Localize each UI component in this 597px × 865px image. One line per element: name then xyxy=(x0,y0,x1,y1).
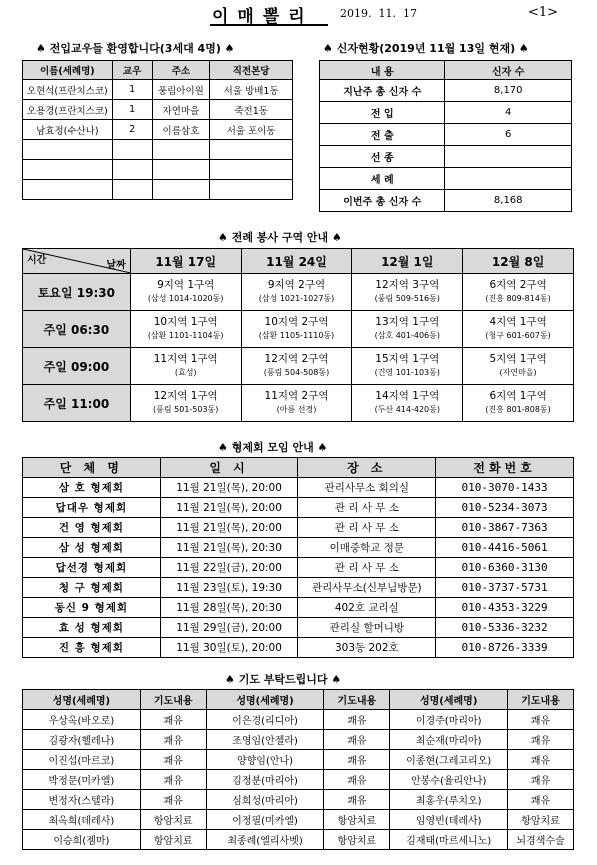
table-row xyxy=(23,810,574,830)
teachers-cell: 1 xyxy=(112,100,152,120)
service-area: 14지역 1구역 xyxy=(375,390,440,402)
prayers-cell: 항암치료 xyxy=(140,810,206,830)
service-date-header: 11월 17일 xyxy=(130,249,241,274)
meetings-cell: 010-4353-3229 xyxy=(436,598,574,618)
meetings-cell: 11월 21일(목), 20:00 xyxy=(160,518,298,538)
teachers-cell xyxy=(152,140,210,160)
teachers-cell xyxy=(23,180,113,200)
members-cell xyxy=(445,146,572,168)
prayers-cell: 쾌유 xyxy=(324,750,390,770)
service-area-detail: (풍림 509-516동) xyxy=(374,294,440,303)
table-row xyxy=(23,100,293,120)
teachers-cell xyxy=(152,160,210,180)
prayers-cell: 쾌유 xyxy=(324,710,390,730)
bulletin-title: 이매뽈리 xyxy=(212,7,314,27)
service-assignment-cell xyxy=(241,348,352,385)
table-row xyxy=(23,80,293,100)
meetings-cell: 효 성 형제회 xyxy=(23,618,161,638)
prayers-cell: 쾌유 xyxy=(140,750,206,770)
prayers-cell: 쾌유 xyxy=(508,750,574,770)
prayers-cell: 이진섭(마르코) xyxy=(23,750,141,770)
teachers-cell xyxy=(112,140,152,160)
service-date-header: 11월 24일 xyxy=(241,249,352,274)
members-cell: 이번주 총 신자 수 xyxy=(320,190,445,212)
prayers-cell: 쾌유 xyxy=(140,730,206,750)
prayers-column-header: 기도내용 xyxy=(324,690,390,710)
meetings-cell: 관리사무소 회의실 xyxy=(298,478,436,498)
service-area: 15지역 1구역 xyxy=(375,353,440,365)
teachers-cell xyxy=(210,140,293,160)
members-table xyxy=(319,60,572,212)
service-assignment-cell xyxy=(352,311,463,348)
table-row xyxy=(23,120,293,140)
service-corner-cell xyxy=(23,249,131,274)
prayers-cell: 최홍우(루치오) xyxy=(390,790,508,810)
table-row xyxy=(23,638,574,658)
table-row xyxy=(320,124,572,146)
service-area: 12지역 3구역 xyxy=(375,279,440,291)
members-header-row xyxy=(320,61,572,80)
meetings-cell: 010-5336-3232 xyxy=(436,618,574,638)
prayers-cell: 쾌유 xyxy=(508,770,574,790)
meetings-cell: 11월 28일(목), 20:30 xyxy=(160,598,298,618)
service-assignment-cell xyxy=(130,311,241,348)
meetings-cell: 관 리 사 무 소 xyxy=(298,558,436,578)
teachers-cell: 오용경(프란치스코) xyxy=(23,100,113,120)
table-row xyxy=(23,618,574,638)
meetings-cell: 동신 9 형제회 xyxy=(23,598,161,618)
members-cell: 전 입 xyxy=(320,102,445,124)
service-section-title: ♠ 전례 봉사 구역 안내 ♠ xyxy=(218,231,342,244)
service-area: 5지역 1구역 xyxy=(489,353,547,365)
prayers-cell: 양향임(안나) xyxy=(206,750,324,770)
service-time-slot: 토요일 19:30 xyxy=(23,274,131,311)
table-row xyxy=(320,168,572,190)
meetings-column-header: 전화번호 xyxy=(436,458,574,478)
prayers-column-header: 기도내용 xyxy=(140,690,206,710)
service-date-header: 12월 1일 xyxy=(352,249,463,274)
prayers-cell: 이은경(리디아) xyxy=(206,710,324,730)
table-row xyxy=(23,274,574,311)
service-area-detail: (풍림 501-503동) xyxy=(153,405,219,414)
teachers-table xyxy=(22,60,293,200)
prayers-cell: 쾌유 xyxy=(140,770,206,790)
table-row xyxy=(23,311,574,348)
teachers-cell xyxy=(23,160,113,180)
service-assignment-cell xyxy=(241,274,352,311)
meetings-cell: 건 영 형제회 xyxy=(23,518,161,538)
meetings-cell: 관리실 할머니방 xyxy=(298,618,436,638)
page-number: <1> xyxy=(528,5,559,20)
prayers-table xyxy=(22,689,574,850)
prayers-cell: 이종현(그레고리오) xyxy=(390,750,508,770)
prayers-cell: 최종례(엘리사벳) xyxy=(206,830,324,850)
service-area-detail: (청구 601-607동) xyxy=(485,331,551,340)
meetings-column-header: 단 체 명 xyxy=(23,458,161,478)
service-assignment-cell xyxy=(352,348,463,385)
meetings-column-header: 일 시 xyxy=(160,458,298,478)
teachers-cell: 서울 방배1동 xyxy=(210,80,293,100)
members-cell: 전 출 xyxy=(320,124,445,146)
meetings-cell: 11월 30일(토), 20:00 xyxy=(160,638,298,658)
table-row xyxy=(320,190,572,212)
meetings-cell: 답대우 형제회 xyxy=(23,498,161,518)
meetings-cell: 관 리 사 무 소 xyxy=(298,518,436,538)
meetings-cell: 11월 21일(목), 20:00 xyxy=(160,478,298,498)
teachers-cell: 2 xyxy=(112,120,152,140)
service-area-detail: (삼호 401-406동) xyxy=(374,331,440,340)
meetings-cell: 010-6360-3130 xyxy=(436,558,574,578)
prayers-cell: 쾌유 xyxy=(508,790,574,810)
members-cell: 지난주 총 신자 수 xyxy=(320,80,445,102)
meetings-cell: 010-3867-7363 xyxy=(436,518,574,538)
table-row xyxy=(23,478,574,498)
service-area: 12지역 2구역 xyxy=(264,353,329,365)
members-cell: 8,170 xyxy=(445,80,572,102)
service-area: 9지역 2구역 xyxy=(267,279,326,291)
corner-date-label: 날짜 xyxy=(106,260,126,271)
service-area: 6지역 2구역 xyxy=(489,279,547,291)
meetings-section-title: ♠ 형제회 모임 안내 ♠ xyxy=(218,441,328,454)
service-assignment-cell xyxy=(352,274,463,311)
meetings-cell: 삼 호 형제회 xyxy=(23,478,161,498)
service-area-detail: (자연마을) xyxy=(499,368,537,377)
meetings-cell: 010-3070-1433 xyxy=(436,478,574,498)
table-row xyxy=(23,578,574,598)
prayers-cell: 변정자(스텔라) xyxy=(23,790,141,810)
prayers-cell: 쾌유 xyxy=(324,770,390,790)
table-row xyxy=(23,558,574,578)
prayers-section-title: ♠ 기도 부탁드립니다 ♠ xyxy=(225,673,342,686)
teachers-cell xyxy=(210,180,293,200)
table-row xyxy=(23,140,293,160)
meetings-cell: 303동 202호 xyxy=(298,638,436,658)
teachers-cell: 오현석(프란치스코) xyxy=(23,80,113,100)
meetings-column-header: 장 소 xyxy=(298,458,436,478)
teachers-header-row xyxy=(23,61,293,80)
prayers-cell: 김광자(헬레나) xyxy=(23,730,141,750)
members-cell: 4 xyxy=(445,102,572,124)
service-assignment-cell xyxy=(352,385,463,422)
service-time-slot: 주일 11:00 xyxy=(23,385,131,422)
meetings-cell: 010-3737-5731 xyxy=(436,578,574,598)
prayers-cell: 이정필(미카엘) xyxy=(206,810,324,830)
prayers-cell: 최순재(마리아) xyxy=(390,730,508,750)
table-row xyxy=(23,180,293,200)
service-assignment-cell xyxy=(130,348,241,385)
prayers-cell: 쾌유 xyxy=(508,710,574,730)
table-row xyxy=(23,348,574,385)
service-area: 6지역 1구역 xyxy=(489,390,547,402)
service-area-detail: (진흥 801-808동) xyxy=(485,405,551,414)
meetings-cell: 삼 성 형제회 xyxy=(23,538,161,558)
prayers-column-header: 성명(세례명) xyxy=(23,690,141,710)
members-section-title: ♠ 신자현황(2019년 11월 13일 현재) ♠ xyxy=(323,42,529,55)
prayers-cell: 이경주(마리아) xyxy=(390,710,508,730)
prayers-cell: 쾌유 xyxy=(140,790,206,810)
prayers-cell: 김정분(마리아) xyxy=(206,770,324,790)
service-area: 11지역 2구역 xyxy=(264,390,329,402)
teachers-cell: 서울 포이동 xyxy=(210,120,293,140)
service-area: 9지역 1구역 xyxy=(157,279,215,291)
service-area-detail: (풍림 504-508동) xyxy=(263,368,330,377)
prayers-cell: 임영빈(데레사) xyxy=(390,810,508,830)
prayers-cell: 김재태(마르세니노) xyxy=(390,830,508,850)
meetings-table xyxy=(22,457,574,658)
teachers-cell: 풍림아이원 xyxy=(152,80,210,100)
table-row xyxy=(320,80,572,102)
meetings-cell: 010-5234-3073 xyxy=(436,498,574,518)
service-area-detail: (두산 414-420동) xyxy=(374,405,440,414)
prayers-cell: 심희성(마리아) xyxy=(206,790,324,810)
members-cell xyxy=(445,168,572,190)
service-date-header: 12월 8일 xyxy=(463,249,574,274)
prayers-cell: 조영임(안젤라) xyxy=(206,730,324,750)
prayers-cell: 안봉수(율리안나) xyxy=(390,770,508,790)
teachers-cell xyxy=(112,160,152,180)
service-area: 10지역 1구역 xyxy=(153,316,218,328)
table-row xyxy=(23,160,293,180)
members-cell: 8,168 xyxy=(445,190,572,212)
table-row xyxy=(23,538,574,558)
meetings-cell: 이매중학교 정문 xyxy=(298,538,436,558)
teachers-column-header: 주소 xyxy=(152,61,210,80)
meetings-cell: 11월 29일(금), 20:00 xyxy=(160,618,298,638)
teachers-cell: 이름삼호 xyxy=(152,120,210,140)
prayers-cell: 항암치료 xyxy=(324,830,390,850)
meetings-cell: 11월 21일(목), 20:00 xyxy=(160,498,298,518)
teachers-column-header: 교우 xyxy=(112,61,152,80)
table-row xyxy=(23,830,574,850)
service-area-detail: (삼환 1101-1104동) xyxy=(147,331,224,340)
title-underline xyxy=(210,24,328,26)
members-cell: 세 례 xyxy=(320,168,445,190)
service-table xyxy=(22,248,574,422)
prayers-cell: 이승희(젬마) xyxy=(23,830,141,850)
service-area-detail: (삼성 1021-1027동) xyxy=(258,294,335,303)
teachers-cell xyxy=(210,160,293,180)
prayers-column-header: 기도내용 xyxy=(508,690,574,710)
prayers-cell: 쾌유 xyxy=(508,730,574,750)
teachers-cell xyxy=(23,140,113,160)
teachers-cell: 남효정(수산나) xyxy=(23,120,113,140)
members-cell: 6 xyxy=(445,124,572,146)
service-area-detail: (아름 선경) xyxy=(276,405,317,414)
table-row xyxy=(23,518,574,538)
prayers-cell: 쾌유 xyxy=(324,790,390,810)
service-area: 13지역 1구역 xyxy=(375,316,440,328)
prayers-column-header: 성명(세례명) xyxy=(390,690,508,710)
teachers-cell: 자연마을 xyxy=(152,100,210,120)
service-area: 12지역 1구역 xyxy=(153,390,218,402)
table-row xyxy=(23,770,574,790)
table-row xyxy=(23,385,574,422)
service-area: 10지역 2구역 xyxy=(264,316,329,328)
service-assignment-cell xyxy=(463,385,574,422)
prayers-cell: 우상옥(바오로) xyxy=(23,710,141,730)
members-column-header: 신자 수 xyxy=(445,61,572,80)
meetings-cell: 관 리 사 무 소 xyxy=(298,498,436,518)
bulletin-date: 2019. 11. 17 xyxy=(340,7,417,20)
service-assignment-cell xyxy=(130,274,241,311)
meetings-cell: 010-4416-5061 xyxy=(436,538,574,558)
meetings-cell: 11월 21일(목), 20:30 xyxy=(160,538,298,558)
teachers-column-header: 이름(세례명) xyxy=(23,61,113,80)
service-assignment-cell xyxy=(130,385,241,422)
meetings-cell: 답선경 형제회 xyxy=(23,558,161,578)
teachers-cell: 1 xyxy=(112,80,152,100)
meetings-cell: 402호 교리실 xyxy=(298,598,436,618)
prayers-cell: 항암치료 xyxy=(324,810,390,830)
teachers-column-header: 직전본당 xyxy=(210,61,293,80)
teachers-cell: 죽전1동 xyxy=(210,100,293,120)
prayers-cell: 항암치료 xyxy=(508,810,574,830)
teachers-cell xyxy=(152,180,210,200)
service-assignment-cell xyxy=(241,385,352,422)
service-time-slot: 주일 06:30 xyxy=(23,311,131,348)
prayers-cell: 뇌경색수술 xyxy=(508,830,574,850)
prayers-header-row xyxy=(23,690,574,710)
meetings-cell: 청 구 형제회 xyxy=(23,578,161,598)
service-area-detail: (효성) xyxy=(174,368,197,377)
prayers-column-header: 성명(세례명) xyxy=(206,690,324,710)
prayers-cell: 쾌유 xyxy=(140,710,206,730)
table-row xyxy=(23,598,574,618)
service-area: 11지역 1구역 xyxy=(153,353,218,365)
table-row xyxy=(320,102,572,124)
members-column-header: 내 용 xyxy=(320,61,445,80)
meetings-cell: 11월 23일(토), 19:30 xyxy=(160,578,298,598)
meetings-cell: 11월 22일(금), 20:00 xyxy=(160,558,298,578)
meetings-cell: 진 흥 형제회 xyxy=(23,638,161,658)
service-assignment-cell xyxy=(463,348,574,385)
table-row xyxy=(23,790,574,810)
service-area-detail: (건영 101-103동) xyxy=(374,368,440,377)
table-row xyxy=(23,498,574,518)
service-time-slot: 주일 09:00 xyxy=(23,348,131,385)
members-cell: 선 종 xyxy=(320,146,445,168)
service-area-detail: (삼성 1014-1020동) xyxy=(147,294,224,303)
table-row xyxy=(23,750,574,770)
service-assignment-cell xyxy=(463,274,574,311)
service-area-detail: (삼환 1105-1110동) xyxy=(258,331,335,340)
corner-time-label: 시간 xyxy=(27,255,47,266)
service-assignment-cell xyxy=(463,311,574,348)
prayers-cell: 쾌유 xyxy=(324,730,390,750)
service-header-row xyxy=(23,249,574,274)
teachers-section-title: ♠ 전입교우들 환영합니다(3세대 4명) ♠ xyxy=(36,42,235,55)
table-row xyxy=(23,730,574,750)
service-assignment-cell xyxy=(241,311,352,348)
meetings-header-row xyxy=(23,458,574,478)
teachers-cell xyxy=(112,180,152,200)
prayers-cell: 박정문(미카엘) xyxy=(23,770,141,790)
table-row xyxy=(320,146,572,168)
meetings-cell: 관리사무소(신부님방문) xyxy=(298,578,436,598)
meetings-cell: 010-8726-3339 xyxy=(436,638,574,658)
prayers-cell: 최옥희(데레사) xyxy=(23,810,141,830)
prayers-cell: 항암치료 xyxy=(140,830,206,850)
table-row xyxy=(23,710,574,730)
service-area: 4지역 1구역 xyxy=(489,316,547,328)
service-area-detail: (진흥 809-814동) xyxy=(485,294,551,303)
